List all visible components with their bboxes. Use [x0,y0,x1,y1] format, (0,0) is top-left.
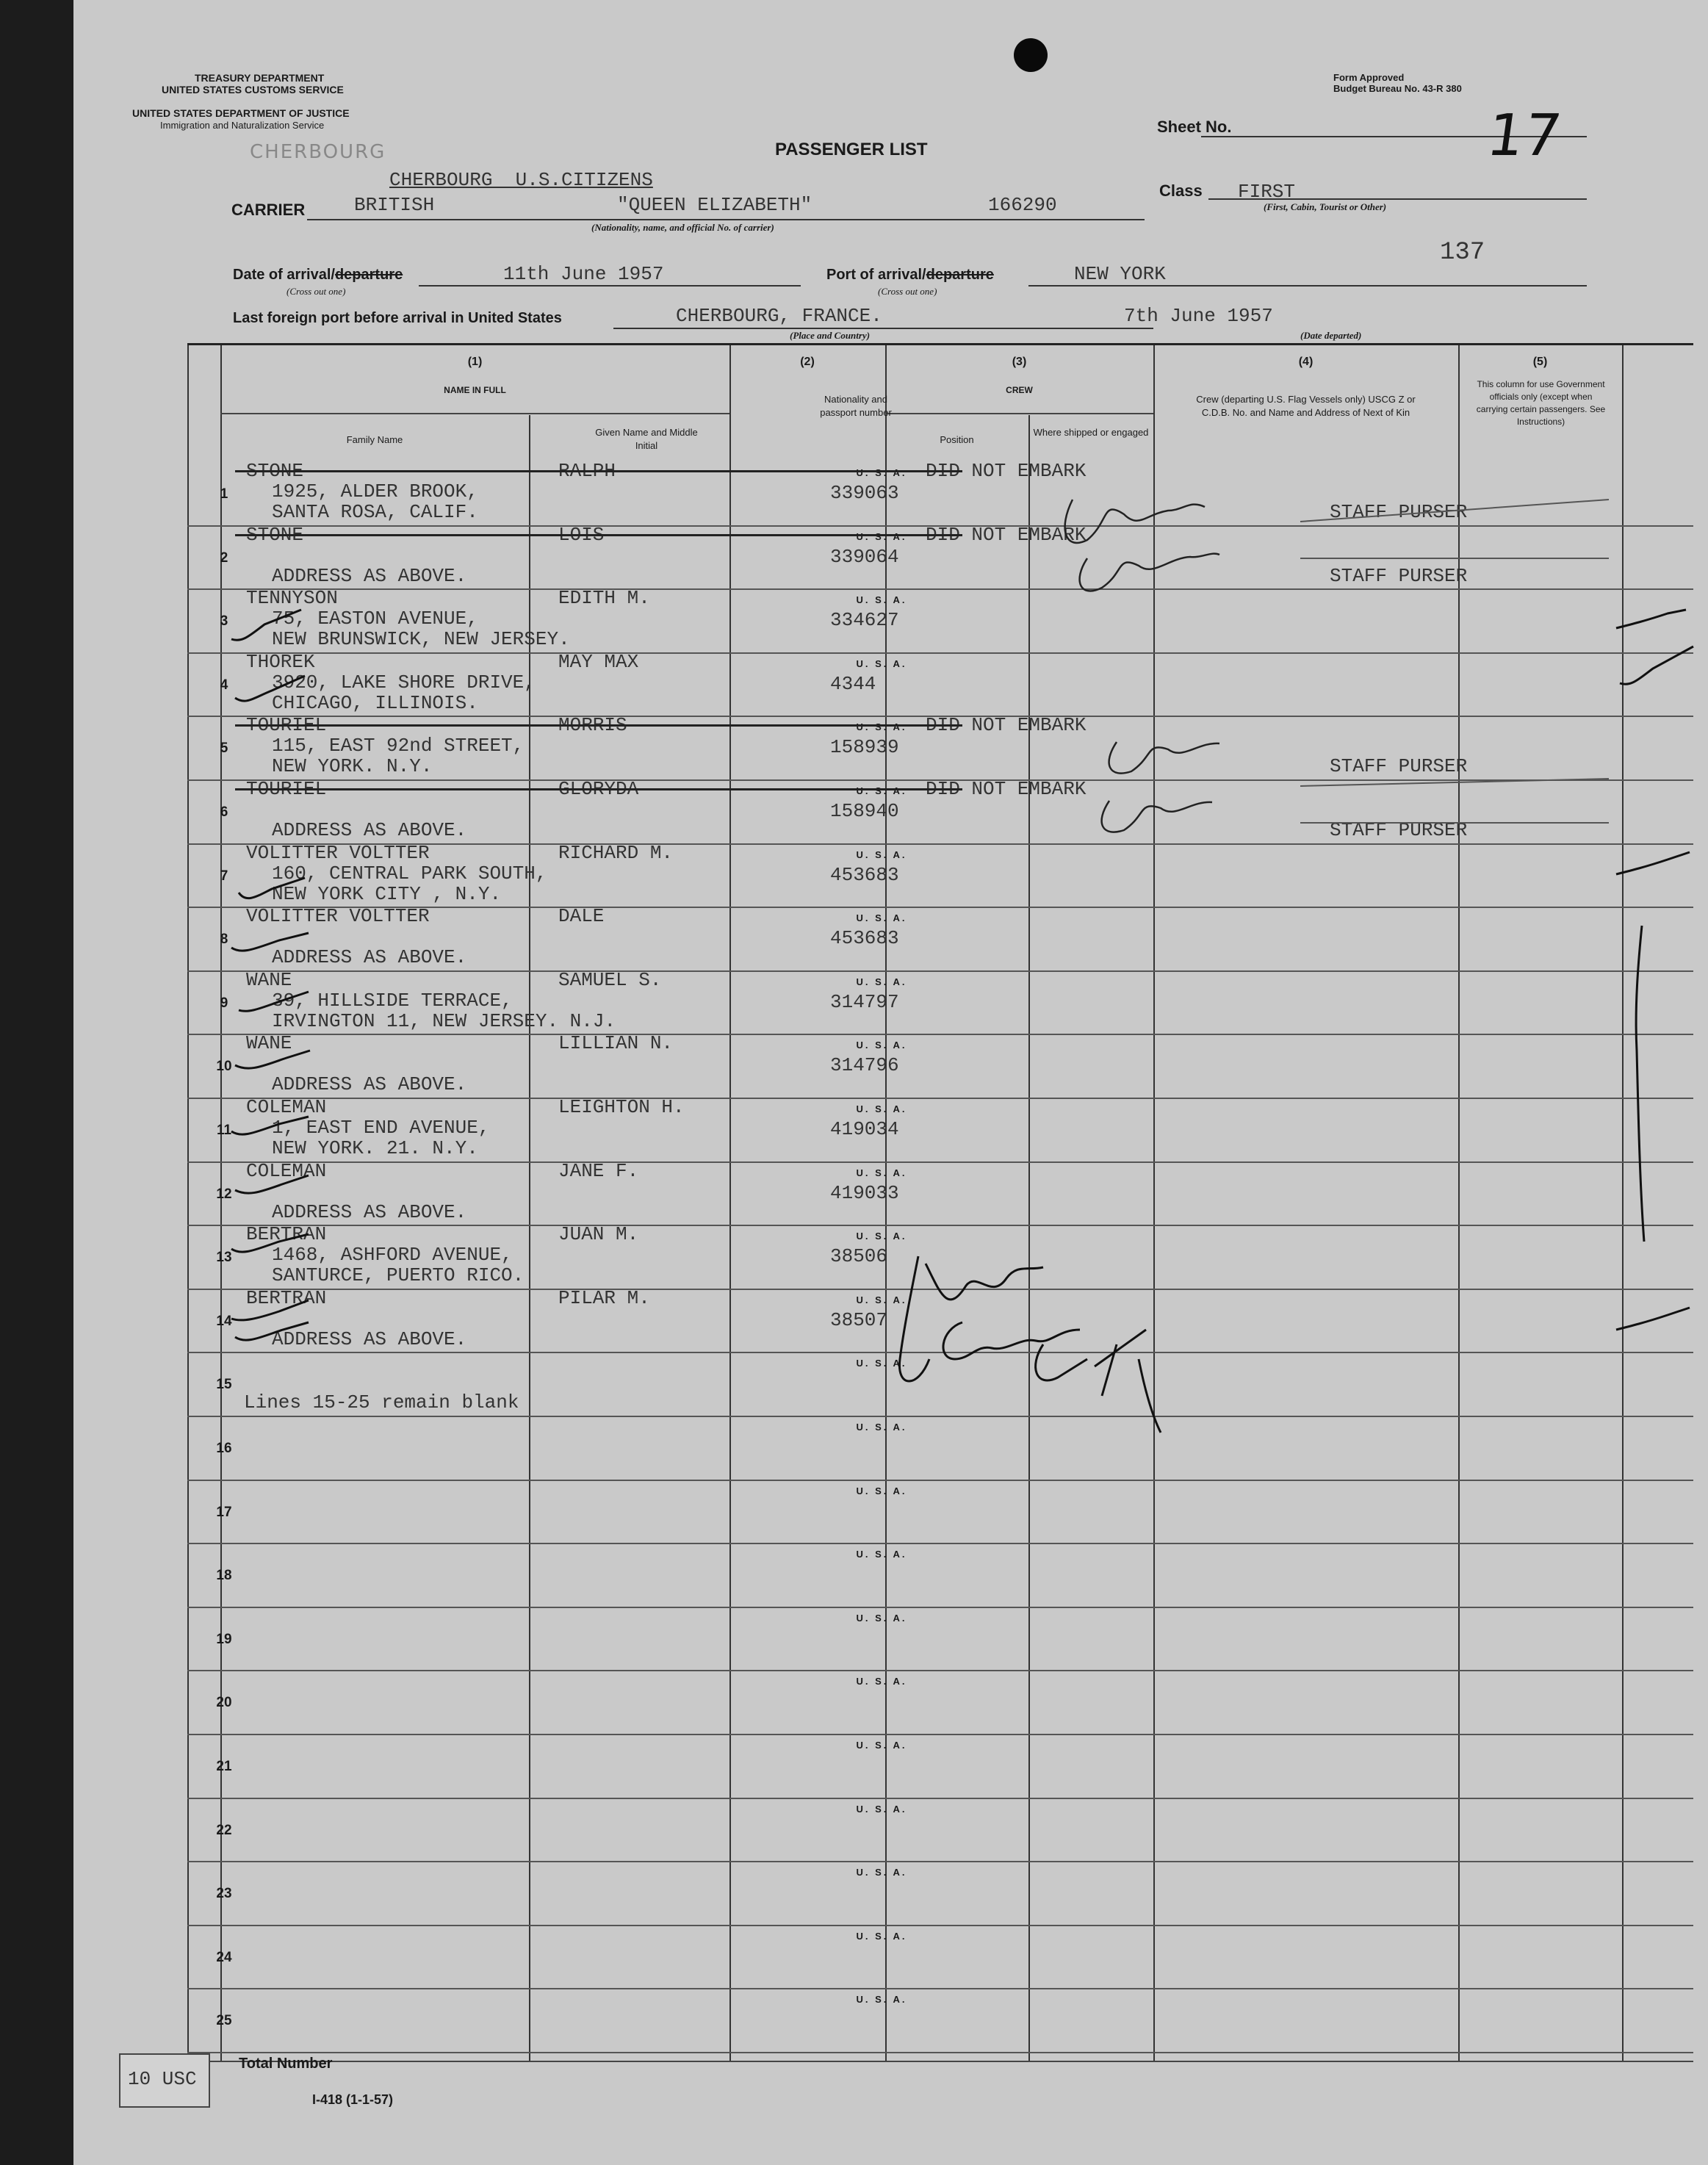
row-divider [187,1670,1693,1671]
carrier-caption: (Nationality, name, and official No. of carrier) [591,222,774,233]
carrier-underline [307,219,1145,220]
col2-title: Nationality and passport number [820,394,892,418]
page-number: 137 [1440,239,1485,267]
address-line1: 1468, ASHFORD AVENUE, [272,1244,513,1267]
nationality: U. S. A. [856,849,907,860]
nationality: U. S. A. [856,1040,907,1051]
crew-note: STAFF PURSER [1330,501,1468,523]
row-number: 7 [220,868,228,884]
strike-through-line [235,470,962,472]
sheet-label: Sheet No. [1157,118,1232,136]
row-divider [187,1161,1693,1163]
passport-number: 453683 [830,863,899,886]
crew-note: STAFF PURSER [1330,755,1468,778]
family-name: VOLITTER VOLTTER [246,905,430,928]
row-number: 21 [216,1759,232,1774]
date-underline [419,285,801,287]
address-line2: ADDRESS AS ABOVE. [272,819,467,841]
crew-status: DID NOT EMBARK [926,778,1087,800]
family-name: TOURIEL [246,714,327,737]
nationality: U. S. A. [856,912,907,924]
col4-title: Crew (departing U.S. Flag Vessels only) USCG Z or C.D.B. No. and Name and Address of Next of Kin [1196,394,1416,418]
nationality: U. S. A. [856,1422,907,1433]
crew-note: STAFF PURSER [1330,819,1468,841]
table-col-divider [220,345,222,2061]
address-line2: ADDRESS AS ABOVE. [272,1200,467,1223]
class-label: Class [1159,181,1203,200]
port-value: NEW YORK [1074,263,1166,285]
row-number: 12 [216,1186,232,1202]
family-name: TENNYSON [246,587,338,610]
given-name: SAMUEL S. [558,968,662,991]
address-line1: 160, CENTRAL PARK SOUTH, [272,862,547,885]
row-number: 23 [216,1886,232,1902]
given-name: EDITH M. [558,587,650,610]
nationality: U. S. A. [856,1358,907,1369]
row-divider [187,1480,1693,1481]
passenger-list-document [73,0,1708,2165]
usc-stamp: 10 USC [128,2068,197,2090]
row-divider [187,2052,1693,2053]
family-name: THOREK [246,650,315,673]
address-line1: 3920, LAKE SHORE DRIVE, [272,671,536,694]
given-name: JANE F. [558,1159,639,1182]
row-number: 17 [216,1504,232,1520]
col1-family: Family Name [346,434,403,445]
passport-number: 314797 [830,990,899,1013]
justice-line2: Immigration and Naturalization Service [160,120,325,131]
passport-number: 158939 [830,736,899,759]
given-name: LILLIAN N. [558,1032,674,1055]
handwritten-check-marks-left [228,595,316,1352]
class-caption: (First, Cabin, Tourist or Other) [1264,201,1387,212]
row-number: 4 [220,677,228,693]
carrier-nationality: BRITISH [354,194,435,216]
passport-number: 339064 [830,545,899,568]
table-col-divider [529,415,530,2061]
nationality: U. S. A. [856,721,907,733]
row-divider [187,1225,1693,1226]
address-line2: NEW YORK. 21. N.Y. [272,1137,478,1159]
treasury-line2: UNITED STATES CUSTOMS SERVICE [162,84,344,96]
budget-bureau: Budget Bureau No. 43-R 380 [1333,83,1462,94]
treasury-line1: TREASURY DEPARTMENT [195,72,325,84]
last-port-caption: (Place and Country) [790,330,871,341]
table-col-divider [729,345,731,2061]
family-name: WANE [246,968,292,991]
class-value: FIRST [1238,181,1296,203]
given-name: GLORYDA [558,778,639,800]
passport-number: 339063 [830,482,899,504]
family-name: STONE [246,460,304,482]
row-divider [187,1988,1693,1989]
col3-number: (3) [1012,356,1027,368]
nationality: U. S. A. [856,1167,907,1178]
port-underline [1028,285,1587,287]
nationality: U. S. A. [856,1740,907,1751]
date-departed: 7th June 1957 [1124,305,1273,327]
passport-number: 158940 [830,800,899,822]
total-number-label: Total Number [239,2056,333,2072]
given-name: DALE [558,905,605,928]
address-line2: NEW YORK CITY , N.Y. [272,882,502,905]
row-number: 18 [216,1568,232,1584]
row-number: 15 [216,1377,232,1393]
table-top-rule [187,343,1693,345]
address-line2: SANTURCE, PUERTO RICO. [272,1264,525,1287]
given-name: RICHARD M. [558,841,674,864]
nationality: U. S. A. [856,1803,907,1815]
nationality: U. S. A. [856,1231,907,1242]
address-line1: 39, HILLSIDE TERRACE, [272,989,513,1012]
row-number: 19 [216,1631,232,1647]
crew-status: DID NOT EMBARK [926,714,1087,737]
col1-given: Given Name and Middle Initial [595,427,698,451]
address-line2: ADDRESS AS ABOVE. [272,1073,467,1096]
date-value: 11th June 1957 [503,263,664,285]
port-label: Port of arrival/departure [826,267,994,283]
row-number: 13 [216,1250,232,1266]
nationality: U. S. A. [856,1867,907,1878]
row-number: 9 [220,995,228,1011]
passport-number: 419034 [830,1118,899,1140]
row-number: 10 [216,1059,232,1075]
address-line2: ADDRESS AS ABOVE. [272,1328,467,1350]
handwritten-check-marks-right [1609,595,1704,1359]
row-number: 8 [220,932,228,948]
nationality: U. S. A. [856,1930,907,1942]
date-label: Date of arrival/departure [233,267,403,283]
last-port-label: Last foreign port before arrival in United States [233,310,562,326]
nationality: U. S. A. [856,1549,907,1560]
nationality: U. S. A. [856,785,907,796]
date-departed-caption: (Date departed) [1300,330,1362,341]
row-number: 24 [216,1949,232,1965]
row-number: 5 [220,741,228,757]
col2-number: (2) [800,356,815,368]
nationality: U. S. A. [856,530,907,542]
family-name: COLEMAN [246,1096,327,1118]
nationality: U. S. A. [856,1294,907,1305]
passport-number: 38507 [830,1308,888,1331]
nationality: U. S. A. [856,658,907,669]
col1-number: (1) [467,356,483,368]
row-number: 6 [220,804,228,820]
row-number: 11 [216,1123,232,1138]
address-line2: IRVINGTON 11, NEW JERSEY. N.J. [272,1009,616,1032]
nationality: U. S. A. [856,1676,907,1687]
crew-status: DID NOT EMBARK [926,523,1087,546]
crew-note: STAFF PURSER [1330,564,1468,587]
col5-number: (5) [1532,356,1548,368]
table-subheader-rule [220,413,729,414]
address-line1: 1925, ALDER BROOK, [272,480,478,502]
address-line2: CHICAGO, ILLINOIS. [272,691,478,714]
nationality: U. S. A. [856,594,907,606]
given-name: MAY MAX [558,650,639,673]
address-line2: ADDRESS AS ABOVE. [272,946,467,969]
nationality: U. S. A. [856,467,907,478]
crew-status: DID NOT EMBARK [926,460,1087,482]
passport-number: 38506 [830,1245,888,1268]
row-divider [187,1798,1693,1799]
nationality: U. S. A. [856,976,907,987]
port-caption: (Cross out one) [878,286,937,297]
col1-title: NAME IN FULL [444,385,506,395]
punch-hole [1014,38,1048,72]
last-port-underline [613,328,1153,329]
handwritten-clerk-notation [896,1249,1205,1440]
row-divider [187,1098,1693,1099]
row-number: 25 [216,2013,232,2029]
passport-number: 334627 [830,609,899,632]
given-name: LEIGHTON H. [558,1096,685,1118]
form-approved: Form Approved [1333,72,1405,83]
row-divider [187,1034,1693,1035]
address-line2: Lines 15-25 remain blank [244,1391,519,1414]
address-line1: 115, EAST 92nd STREET, [272,735,525,757]
passport-number: 314796 [830,1054,899,1077]
row-divider [187,1543,1693,1544]
col5-title: This column for use Government officials only (except when carrying certain passengers. See Instructions) [1476,379,1606,427]
nationality: U. S. A. [856,1485,907,1496]
row-number: 14 [216,1313,232,1329]
family-name: TOURIEL [246,778,327,800]
form-number: I-418 (1-1-57) [312,2092,394,2107]
table-border-left [187,345,189,2061]
carrier-number: 166290 [988,194,1057,216]
given-name: MORRIS [558,714,627,737]
last-port-value: CHERBOURG, FRANCE. [676,305,882,327]
carrier-label: CARRIER [231,201,306,219]
nationality: U. S. A. [856,1612,907,1624]
col3-where: Where shipped or engaged [1033,427,1149,438]
given-name: LOIS [558,523,605,546]
address-line2: NEW BRUNSWICK, NEW JERSEY. [272,628,570,651]
family-name: WANE [246,1032,292,1055]
sheet-number: 17 [1482,103,1565,169]
row-number: 16 [216,1441,232,1456]
col3-position: Position [940,434,974,445]
row-divider [187,1734,1693,1735]
page-title: PASSENGER LIST [775,140,928,159]
given-name: PILAR M. [558,1286,650,1309]
row-divider [187,1925,1693,1926]
family-name: STONE [246,523,304,546]
strike-through-line [235,788,962,790]
row-divider [187,1861,1693,1862]
row-number: 2 [220,550,228,566]
passport-number: 453683 [830,927,899,950]
passport-number: 419033 [830,1181,899,1204]
strike-through-line [235,534,962,536]
given-name: RALPH [558,460,616,482]
family-name: COLEMAN [246,1159,327,1182]
table-bottom-rule [187,2061,1693,2062]
col4-number: (4) [1298,356,1314,368]
row-divider [187,1607,1693,1608]
address-line2: SANTA ROSA, CALIF. [272,501,478,523]
row-number: 20 [216,1695,232,1711]
carrier-name: "QUEEN ELIZABETH" [617,194,812,216]
nationality: U. S. A. [856,1994,907,2006]
address-line1: 75, EASTON AVENUE, [272,608,478,630]
address-line1: 1, EAST END AVENUE, [272,1117,490,1139]
typed-heading: CHERBOURG U.S.CITIZENS [389,169,653,191]
given-name: JUAN M. [558,1223,639,1246]
row-divider [187,970,1693,972]
strike-through-line [235,724,962,727]
row-number: 1 [220,486,228,502]
table-subheader-rule [885,413,1153,414]
row-number: 3 [220,613,228,630]
address-line2: NEW YORK. N.Y. [272,755,433,778]
family-name: VOLITTER VOLTTER [246,841,430,864]
justice-line1: UNITED STATES DEPARTMENT OF JUSTICE [132,107,350,119]
handwritten-port: CHERBOURG [250,141,386,163]
family-name: BERTRAN [246,1223,327,1246]
row-number: 22 [216,1822,232,1838]
passport-number: 4344 [830,672,876,695]
col3-title: CREW [1006,385,1033,395]
date-caption: (Cross out one) [287,286,346,297]
address-line2: ADDRESS AS ABOVE. [272,564,467,587]
nationality: U. S. A. [856,1103,907,1114]
family-name: BERTRAN [246,1286,327,1309]
